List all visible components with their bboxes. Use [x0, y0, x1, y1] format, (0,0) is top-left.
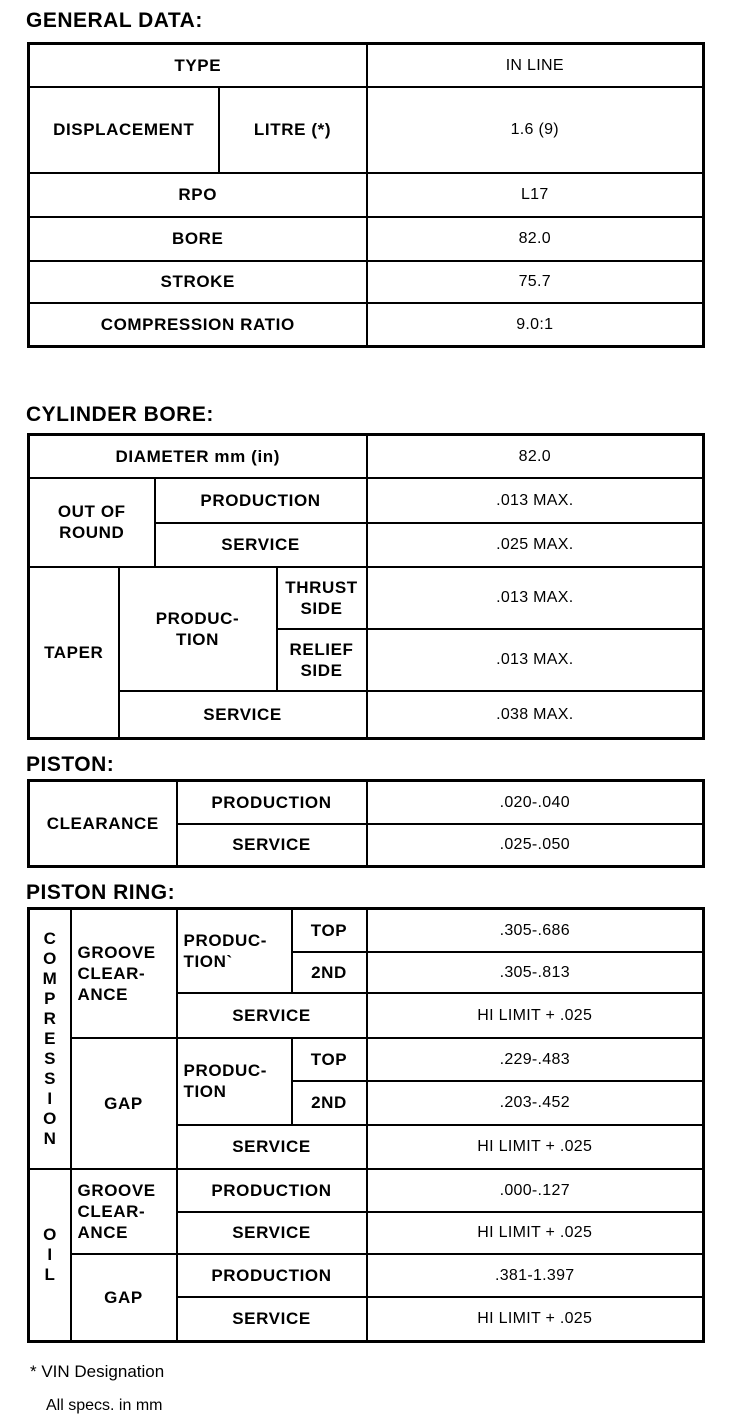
comp-gap-top-label: TOP	[292, 1038, 367, 1081]
compression-ratio-value: 9.0:1	[367, 303, 704, 347]
compression-vertical-label	[29, 909, 71, 1169]
bore-label: BORE	[29, 217, 367, 261]
diameter-label: DIAMETER mm (in)	[29, 435, 367, 478]
oil-gap-label: GAP	[71, 1254, 177, 1342]
groove-line1: GROOVE	[77, 1180, 156, 1200]
compression-letter: O	[43, 1108, 57, 1128]
stroke-label: STROKE	[29, 261, 367, 303]
taper-production-label	[119, 567, 277, 691]
comp-gap-top-value: .229-.483	[367, 1038, 704, 1081]
compression-ratio-label: COMPRESSION RATIO	[29, 303, 367, 347]
comp-gap-2nd-value: .203-.452	[367, 1081, 704, 1125]
compression-letter: P	[44, 988, 56, 1008]
comp-groove-service-value: HI LIMIT + .025	[367, 993, 704, 1038]
compression-letter: I	[47, 1088, 53, 1108]
compression-letter: S	[44, 1068, 56, 1088]
cylinder-bore-table	[27, 433, 705, 740]
oil-groove-service-label: SERVICE	[177, 1212, 367, 1254]
relief-side-line1: RELIEF	[289, 639, 354, 659]
groove-line2: CLEAR-	[77, 963, 146, 983]
piston-service-value: .025-.050	[367, 824, 704, 867]
out-of-round-line1: OUT OF	[57, 502, 126, 521]
taper-service-label: SERVICE	[119, 691, 367, 739]
oil-letter: L	[44, 1264, 55, 1284]
type-label: TYPE	[29, 44, 367, 87]
piston-production-label: PRODUCTION	[177, 781, 367, 824]
produc-line2: TION	[183, 1082, 227, 1101]
oor-production-label: PRODUCTION	[155, 478, 367, 523]
clearance-label: CLEARANCE	[29, 781, 177, 867]
relief-side-line2: SIDE	[300, 660, 343, 680]
rpo-value: L17	[367, 173, 704, 217]
thrust-side-label	[277, 567, 367, 629]
compression-letter: O	[43, 948, 57, 968]
piston-production-value: .020-.040	[367, 781, 704, 824]
general-data-table	[27, 42, 705, 348]
comp-groove-2nd-label: 2ND	[292, 952, 367, 993]
type-value: IN LINE	[367, 44, 704, 87]
produc-line2: TION`	[183, 951, 233, 971]
comp-groove-service-label: SERVICE	[177, 993, 367, 1038]
thrust-side-line2: SIDE	[300, 598, 343, 618]
oor-service-label: SERVICE	[155, 523, 367, 567]
piston-ring-heading: PISTON RING:	[26, 881, 176, 904]
comp-groove-top-label: TOP	[292, 909, 367, 952]
litre-label: LITRE (*)	[219, 87, 367, 173]
oil-groove-clearance-label	[71, 1169, 177, 1254]
oil-groove-production-label: PRODUCTION	[177, 1169, 367, 1212]
taper-production-line1: PRODUC-	[155, 608, 240, 628]
compression-letter: R	[43, 1008, 56, 1028]
thrust-side-value: .013 MAX.	[367, 567, 704, 629]
oor-service-value: .025 MAX.	[367, 523, 704, 567]
comp-gap-2nd-label: 2ND	[292, 1081, 367, 1125]
produc-line1: PRODUC-	[183, 930, 268, 950]
specs-footnote: All specs. in mm	[46, 1397, 163, 1414]
rpo-label: RPO	[29, 173, 367, 217]
diameter-value: 82.0	[367, 435, 704, 478]
piston-service-label: SERVICE	[177, 824, 367, 867]
comp-groove-top-value: .305-.686	[367, 909, 704, 952]
out-of-round-line2: ROUND	[59, 523, 125, 542]
comp-gap-production-label	[177, 1038, 292, 1125]
stroke-value: 75.7	[367, 261, 704, 303]
oil-gap-service-label: SERVICE	[177, 1297, 367, 1342]
comp-groove-production-label	[177, 909, 292, 993]
oil-letter: O	[43, 1224, 57, 1244]
general-data-heading: GENERAL DATA:	[26, 9, 203, 32]
comp-groove-clearance-label	[71, 909, 177, 1038]
thrust-side-line1: THRUST	[285, 577, 358, 597]
compression-letter: S	[44, 1048, 56, 1068]
oil-vertical-label	[29, 1169, 71, 1342]
oor-production-value: .013 MAX.	[367, 478, 704, 523]
taper-label: TAPER	[29, 567, 119, 739]
relief-side-value: .013 MAX.	[367, 629, 704, 691]
oil-letter: I	[47, 1244, 53, 1264]
cylinder-bore-heading: CYLINDER BORE:	[26, 403, 214, 426]
oil-gap-service-value: HI LIMIT + .025	[367, 1297, 704, 1342]
comp-groove-2nd-value: .305-.813	[367, 952, 704, 993]
oil-gap-production-value: .381-1.397	[367, 1254, 704, 1297]
relief-side-label	[277, 629, 367, 691]
groove-line3: ANCE	[77, 984, 129, 1004]
displacement-value: 1.6 (9)	[367, 87, 704, 173]
comp-gap-service-value: HI LIMIT + .025	[367, 1125, 704, 1169]
vin-footnote: * VIN Designation	[30, 1362, 165, 1381]
piston-ring-table	[27, 907, 705, 1343]
out-of-round-label	[29, 478, 155, 567]
comp-gap-service-label: SERVICE	[177, 1125, 367, 1169]
comp-gap-label: GAP	[71, 1038, 177, 1169]
compression-letter: E	[44, 1028, 56, 1048]
piston-heading: PISTON:	[26, 753, 115, 776]
compression-letter: C	[43, 928, 56, 948]
oil-groove-service-value: HI LIMIT + .025	[367, 1212, 704, 1254]
bore-value: 82.0	[367, 217, 704, 261]
piston-table	[27, 779, 705, 868]
produc-line1: PRODUC-	[183, 1061, 268, 1080]
groove-line3: ANCE	[77, 1222, 129, 1242]
taper-service-value: .038 MAX.	[367, 691, 704, 739]
groove-line1: GROOVE	[77, 942, 156, 962]
compression-letter: N	[43, 1128, 56, 1148]
displacement-label: DISPLACEMENT	[29, 87, 219, 173]
groove-line2: CLEAR-	[77, 1201, 146, 1221]
oil-groove-production-value: .000-.127	[367, 1169, 704, 1212]
compression-letter: M	[42, 968, 57, 988]
oil-gap-production-label: PRODUCTION	[177, 1254, 367, 1297]
taper-production-line2: TION	[175, 629, 219, 649]
